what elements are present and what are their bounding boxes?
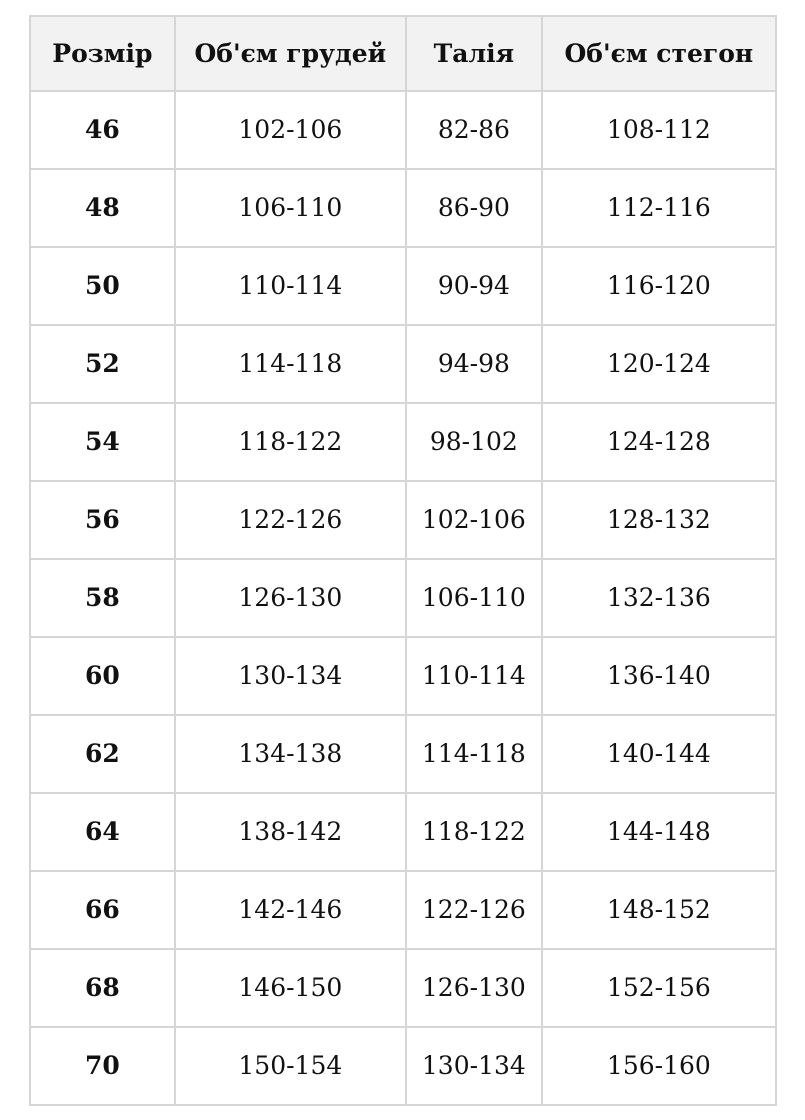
size-chart-body bbox=[30, 91, 776, 1105]
hips-cell: 152-156 bbox=[542, 949, 776, 1027]
chest-cell: 114-118 bbox=[175, 325, 406, 403]
hips-cell: 112-116 bbox=[542, 169, 776, 247]
table-row bbox=[30, 559, 776, 637]
size-cell: 46 bbox=[30, 91, 175, 169]
table-row bbox=[30, 871, 776, 949]
size-cell: 54 bbox=[30, 403, 175, 481]
chest-cell: 142-146 bbox=[175, 871, 406, 949]
chest-cell: 138-142 bbox=[175, 793, 406, 871]
header-hips: Об'єм стегон bbox=[542, 16, 776, 91]
table-row bbox=[30, 949, 776, 1027]
table-row bbox=[30, 715, 776, 793]
waist-cell: 110-114 bbox=[406, 637, 542, 715]
hips-cell: 124-128 bbox=[542, 403, 776, 481]
table-row bbox=[30, 1027, 776, 1105]
header-size: Розмір bbox=[30, 16, 175, 91]
waist-cell: 86-90 bbox=[406, 169, 542, 247]
chest-cell: 126-130 bbox=[175, 559, 406, 637]
chest-cell: 150-154 bbox=[175, 1027, 406, 1105]
table-row bbox=[30, 91, 776, 169]
table-row bbox=[30, 169, 776, 247]
size-cell: 64 bbox=[30, 793, 175, 871]
chest-cell: 122-126 bbox=[175, 481, 406, 559]
waist-cell: 106-110 bbox=[406, 559, 542, 637]
chest-cell: 106-110 bbox=[175, 169, 406, 247]
waist-cell: 130-134 bbox=[406, 1027, 542, 1105]
hips-cell: 116-120 bbox=[542, 247, 776, 325]
chest-cell: 110-114 bbox=[175, 247, 406, 325]
table-row bbox=[30, 481, 776, 559]
size-cell: 50 bbox=[30, 247, 175, 325]
hips-cell: 156-160 bbox=[542, 1027, 776, 1105]
table-row bbox=[30, 247, 776, 325]
waist-cell: 98-102 bbox=[406, 403, 542, 481]
size-cell: 52 bbox=[30, 325, 175, 403]
table-row bbox=[30, 793, 776, 871]
chest-cell: 118-122 bbox=[175, 403, 406, 481]
waist-cell: 122-126 bbox=[406, 871, 542, 949]
size-cell: 48 bbox=[30, 169, 175, 247]
table-row bbox=[30, 403, 776, 481]
table-row bbox=[30, 325, 776, 403]
waist-cell: 102-106 bbox=[406, 481, 542, 559]
waist-cell: 114-118 bbox=[406, 715, 542, 793]
hips-cell: 120-124 bbox=[542, 325, 776, 403]
size-cell: 56 bbox=[30, 481, 175, 559]
waist-cell: 126-130 bbox=[406, 949, 542, 1027]
hips-cell: 132-136 bbox=[542, 559, 776, 637]
size-cell: 60 bbox=[30, 637, 175, 715]
hips-cell: 144-148 bbox=[542, 793, 776, 871]
size-chart-table bbox=[29, 15, 777, 1106]
header-row bbox=[30, 16, 776, 91]
hips-cell: 148-152 bbox=[542, 871, 776, 949]
table-row bbox=[30, 637, 776, 715]
size-cell: 58 bbox=[30, 559, 175, 637]
header-waist: Талія bbox=[406, 16, 542, 91]
hips-cell: 128-132 bbox=[542, 481, 776, 559]
hips-cell: 108-112 bbox=[542, 91, 776, 169]
waist-cell: 118-122 bbox=[406, 793, 542, 871]
size-chart-header bbox=[30, 16, 776, 91]
size-cell: 68 bbox=[30, 949, 175, 1027]
chest-cell: 102-106 bbox=[175, 91, 406, 169]
chest-cell: 134-138 bbox=[175, 715, 406, 793]
waist-cell: 90-94 bbox=[406, 247, 542, 325]
size-cell: 66 bbox=[30, 871, 175, 949]
chest-cell: 146-150 bbox=[175, 949, 406, 1027]
hips-cell: 140-144 bbox=[542, 715, 776, 793]
size-cell: 70 bbox=[30, 1027, 175, 1105]
size-cell: 62 bbox=[30, 715, 175, 793]
waist-cell: 94-98 bbox=[406, 325, 542, 403]
hips-cell: 136-140 bbox=[542, 637, 776, 715]
waist-cell: 82-86 bbox=[406, 91, 542, 169]
header-chest: Об'єм грудей bbox=[175, 16, 406, 91]
chest-cell: 130-134 bbox=[175, 637, 406, 715]
